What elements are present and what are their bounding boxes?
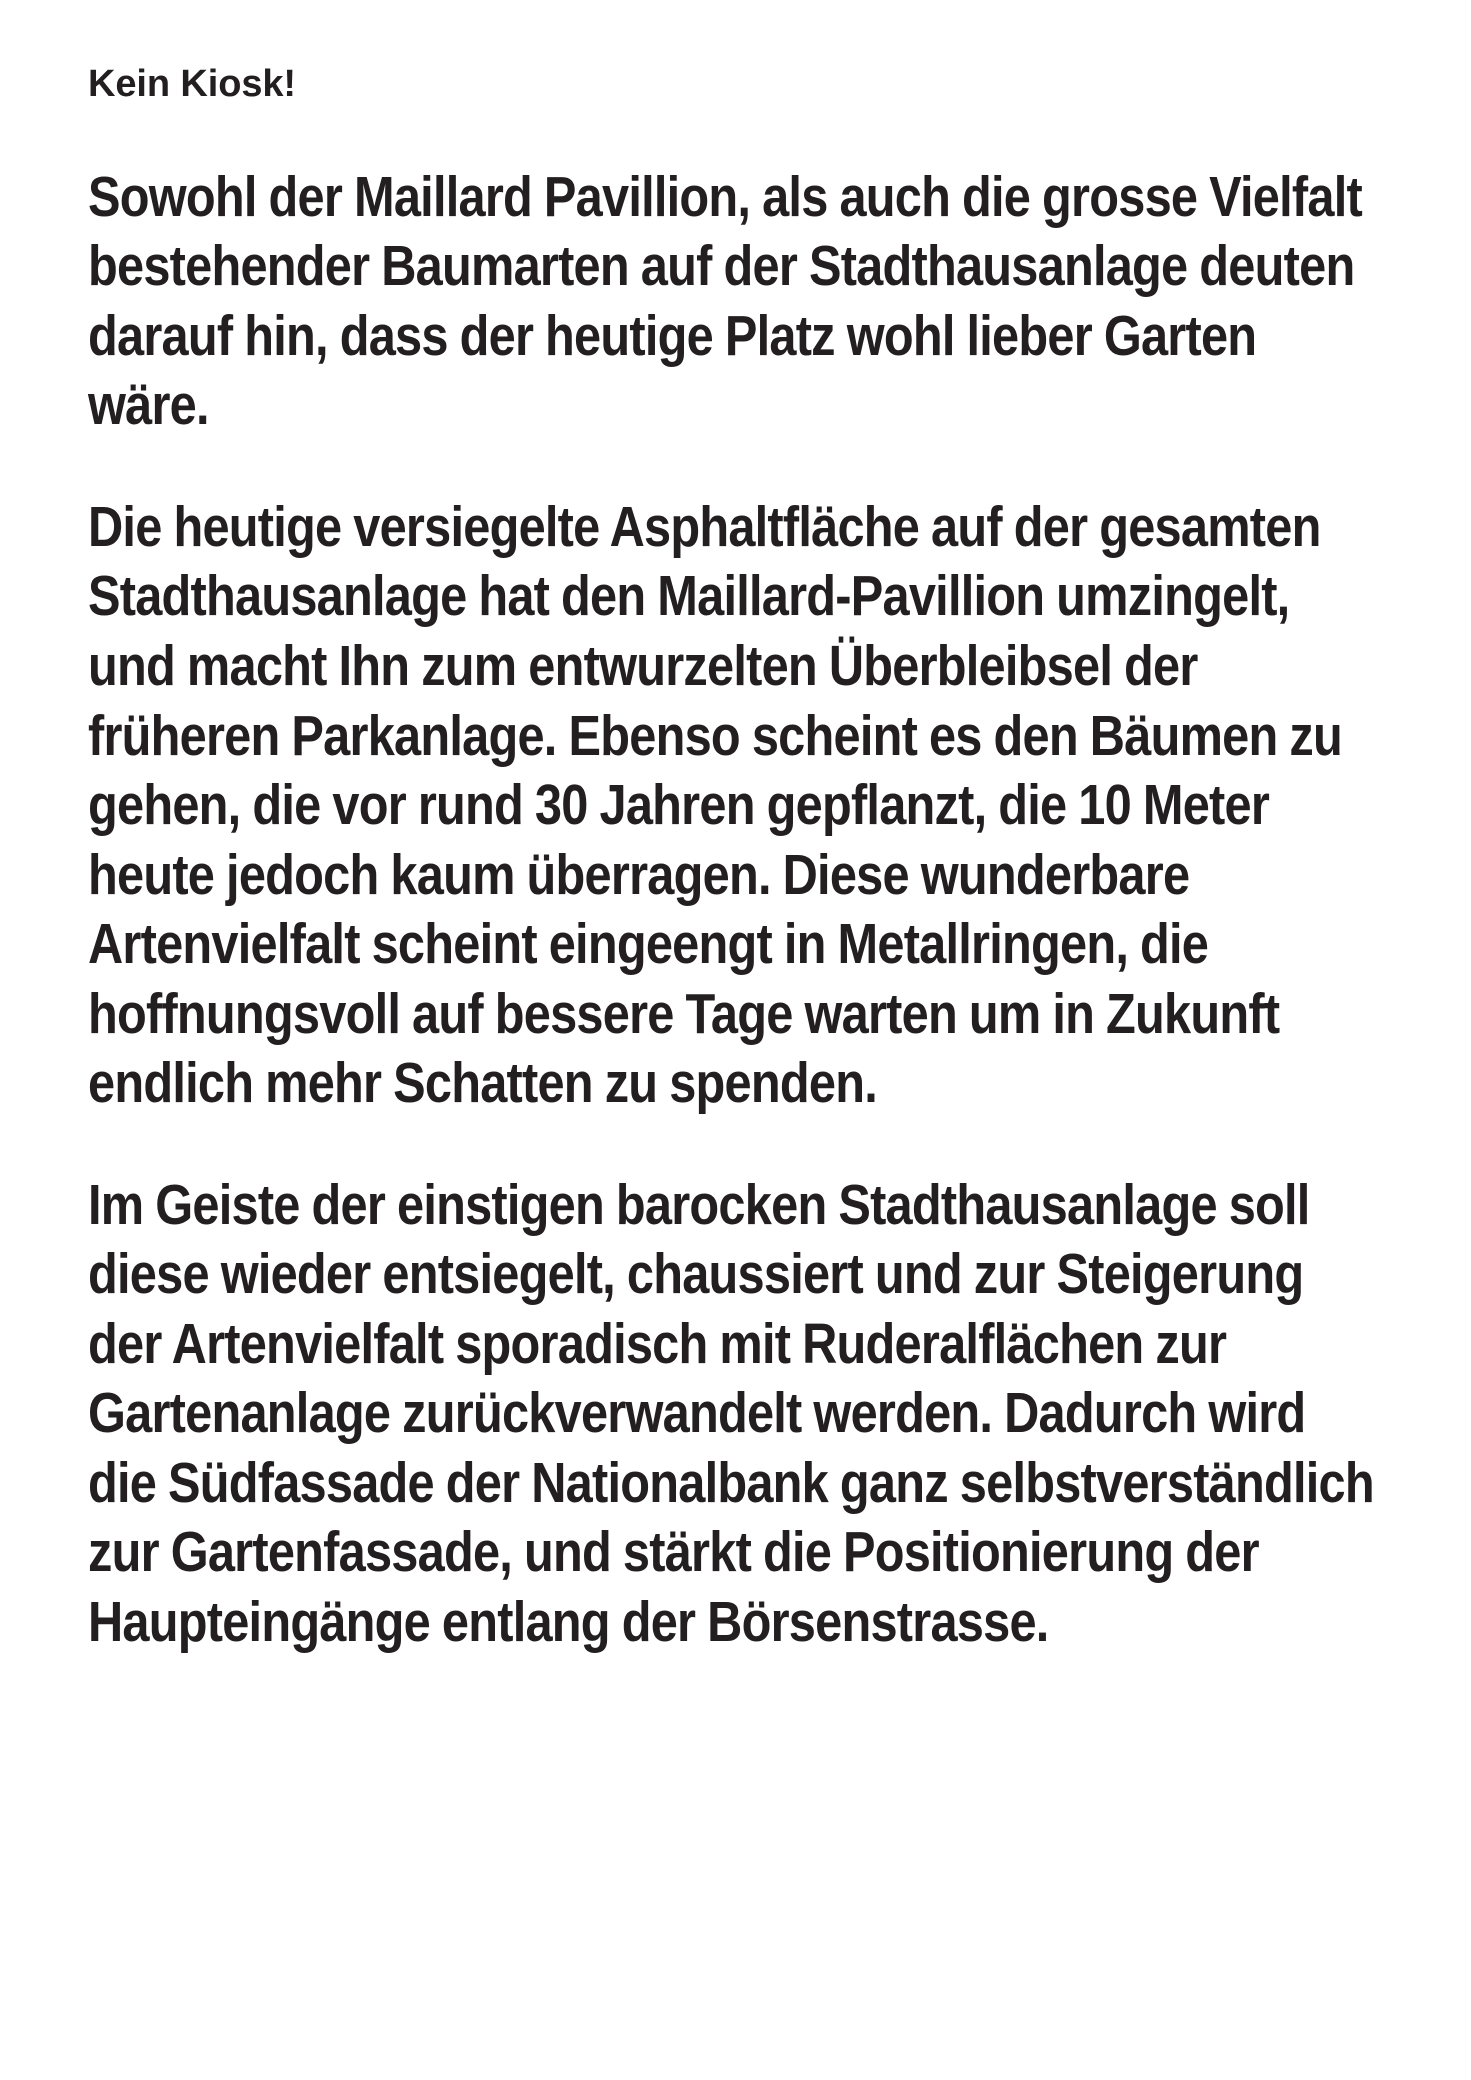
body-paragraph-3: Im Geiste der einstigen barocken Stadthausanlage soll diese wieder entsiegelt, chaussiert und zur Steigerung der Artenvielfalt sporadisch mit Ruderalflächen zur Gartenanlage zurückverwandelt werden. Dadurch wird die Südfassade der Nationalbank ganz selbstverständlich zur Gartenfassade, und stärkt die Positionierung der Haupteingänge entlang der Börsenstrasse. (88, 1172, 1386, 1654)
body-paragraph-2: Die heutige versiegelte Asphaltfläche auf der gesamten Stadthausanlage hat den Maillard-Pavillion umzingelt, und macht Ihn zum entwurzelten Überbleibsel der früheren Parkanlage. Ebenso scheint es den Bäumen zu gehen, die vor rund 30 Jahren gepflanzt, die 10 Meter heute jedoch kaum überragen. Diese wunderbare Artenvielfalt scheint eingeengt in Metallringen, die hoffnungsvoll auf bessere Tage warten um in Zukunft endlich mehr Schatten zu spenden. (88, 494, 1354, 1116)
body-paragraph-1: Sowohl der Maillard Pavillion, als auch die grosse Vielfalt bestehender Baumarten auf der Stadthausanlage deuten darauf hin, dass der heutige Platz wohl lieber Garten wäre. (88, 164, 1374, 438)
page-title: Kein Kiosk! (88, 63, 296, 105)
